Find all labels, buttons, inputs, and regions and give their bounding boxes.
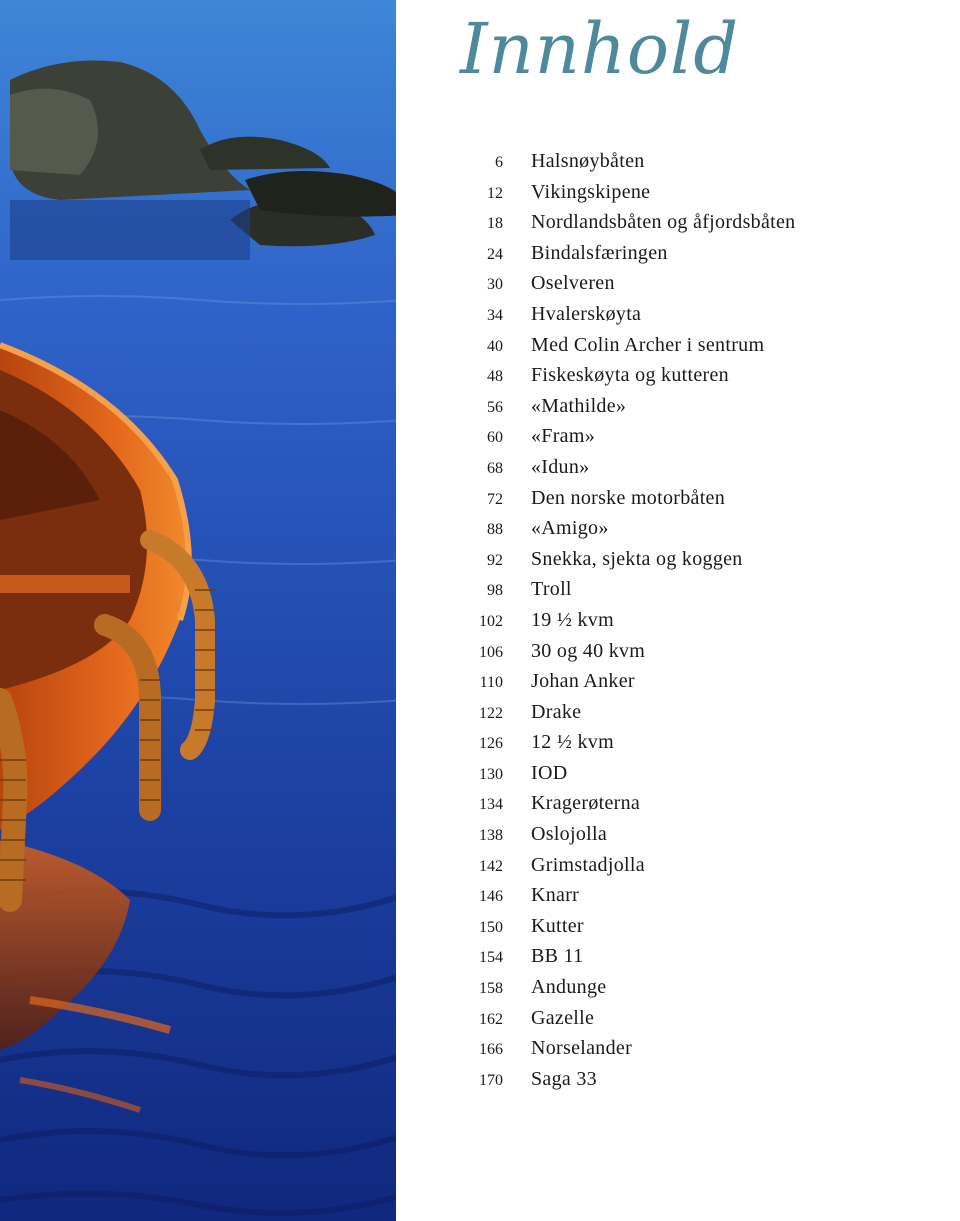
toc-entry — [455, 150, 935, 181]
toc-page-number: 158 — [479, 980, 503, 998]
toc-chapter-title: Andunge — [531, 976, 607, 999]
toc-page-number: 142 — [479, 857, 503, 875]
toc-page-number: 134 — [479, 796, 503, 814]
toc-chapter-title: BB 11 — [531, 945, 584, 968]
toc-page-number: 98 — [487, 582, 503, 600]
toc-page-number: 24 — [487, 245, 503, 263]
toc-page-number: 166 — [479, 1041, 503, 1059]
toc-page-number: 88 — [487, 521, 503, 539]
toc-page-number: 122 — [479, 704, 503, 722]
boat-photo-icon — [0, 0, 404, 1221]
toc-page-number: 30 — [487, 276, 503, 294]
toc-entry — [455, 792, 935, 823]
toc-chapter-title: «Amigo» — [531, 517, 609, 540]
toc-entry — [455, 578, 935, 609]
toc-chapter-title: Bindalsfæringen — [531, 241, 668, 264]
toc-chapter-title: Med Colin Archer i sentrum — [531, 333, 765, 356]
toc-chapter-title: Gazelle — [531, 1006, 595, 1029]
toc-chapter-title: «Fram» — [531, 425, 596, 448]
toc-chapter-title: Halsnøybåten — [531, 150, 645, 172]
toc-entry — [455, 609, 935, 640]
toc-entry — [455, 701, 935, 732]
toc-page-number: 150 — [479, 918, 503, 936]
toc-chapter-title: Fiskeskøyta og kutteren — [531, 364, 729, 387]
toc-entry — [455, 334, 935, 365]
toc-entry — [455, 303, 935, 334]
toc-entry — [455, 181, 935, 212]
page-title: Innhold — [460, 8, 740, 90]
toc-entry — [455, 884, 935, 915]
toc-entry — [455, 548, 935, 579]
toc-page-number: 56 — [487, 398, 503, 416]
toc-page-number: 154 — [479, 949, 503, 967]
toc-entry — [455, 915, 935, 946]
toc-entry — [455, 670, 935, 701]
toc-entry — [455, 364, 935, 395]
toc-chapter-title: Saga 33 — [531, 1067, 597, 1090]
toc-entry — [455, 242, 935, 273]
toc-chapter-title: Nordlandsbåten og åfjordsbåten — [531, 211, 796, 234]
toc-entry — [455, 425, 935, 456]
toc-chapter-title: 12 ½ kvm — [531, 731, 614, 754]
toc-chapter-title: Oselveren — [531, 272, 615, 295]
toc-page-number: 18 — [487, 215, 503, 233]
toc-entry — [455, 211, 935, 242]
toc-page-number: 162 — [479, 1010, 503, 1028]
toc-entry — [455, 1007, 935, 1038]
toc-page-number: 12 — [487, 184, 503, 202]
table-of-contents — [455, 150, 935, 1098]
toc-entry — [455, 854, 935, 885]
toc-chapter-title: Troll — [531, 578, 572, 601]
toc-chapter-title: Vikingskipene — [531, 180, 651, 203]
toc-chapter-title: «Mathilde» — [531, 394, 627, 417]
toc-entry — [455, 1037, 935, 1068]
toc-chapter-title: Kragerøterna — [531, 792, 641, 815]
toc-entry — [455, 456, 935, 487]
toc-chapter-title: Johan Anker — [531, 670, 635, 693]
toc-entry — [455, 1068, 935, 1099]
toc-chapter-title: IOD — [531, 761, 568, 784]
toc-page-number: 6 — [495, 154, 503, 171]
toc-entry — [455, 272, 935, 303]
toc-page-number: 40 — [487, 337, 503, 355]
toc-chapter-title: Snekka, sjekta og koggen — [531, 547, 743, 570]
toc-chapter-title: Kutter — [531, 914, 584, 937]
toc-page-number: 60 — [487, 429, 503, 447]
toc-page-number: 106 — [479, 643, 503, 661]
toc-page-number: 146 — [479, 888, 503, 906]
toc-page-number: 102 — [479, 612, 503, 630]
toc-chapter-title: Den norske motorbåten — [531, 486, 726, 509]
toc-page-number: 126 — [479, 735, 503, 753]
toc-entry — [455, 640, 935, 671]
toc-page-number: 68 — [487, 459, 503, 477]
toc-page-number: 92 — [487, 551, 503, 569]
toc-entry — [455, 395, 935, 426]
toc-entry — [455, 517, 935, 548]
toc-chapter-title: 30 og 40 kvm — [531, 639, 646, 662]
toc-entry — [455, 945, 935, 976]
toc-chapter-title: 19 ½ kvm — [531, 608, 614, 631]
toc-entry — [455, 762, 935, 793]
toc-chapter-title: Hvalerskøyta — [531, 302, 642, 325]
toc-chapter-title: Norselander — [531, 1037, 633, 1060]
toc-page-number: 48 — [487, 368, 503, 386]
toc-chapter-title: Grimstadjolla — [531, 853, 645, 876]
toc-entry — [455, 823, 935, 854]
toc-entry — [455, 976, 935, 1007]
toc-page-number: 130 — [479, 765, 503, 783]
toc-page-number: 34 — [487, 306, 503, 324]
boat-photo — [0, 0, 404, 1221]
toc-chapter-title: Drake — [531, 700, 582, 723]
toc-page-number: 110 — [479, 674, 503, 692]
toc-page-number: 138 — [479, 827, 503, 845]
toc-chapter-title: «Idun» — [531, 455, 590, 478]
toc-chapter-title: Oslojolla — [531, 823, 608, 846]
toc-page-number: 72 — [487, 490, 503, 508]
toc-page-number: 170 — [479, 1071, 503, 1089]
toc-entry — [455, 731, 935, 762]
toc-chapter-title: Knarr — [531, 884, 580, 907]
toc-entry — [455, 487, 935, 518]
